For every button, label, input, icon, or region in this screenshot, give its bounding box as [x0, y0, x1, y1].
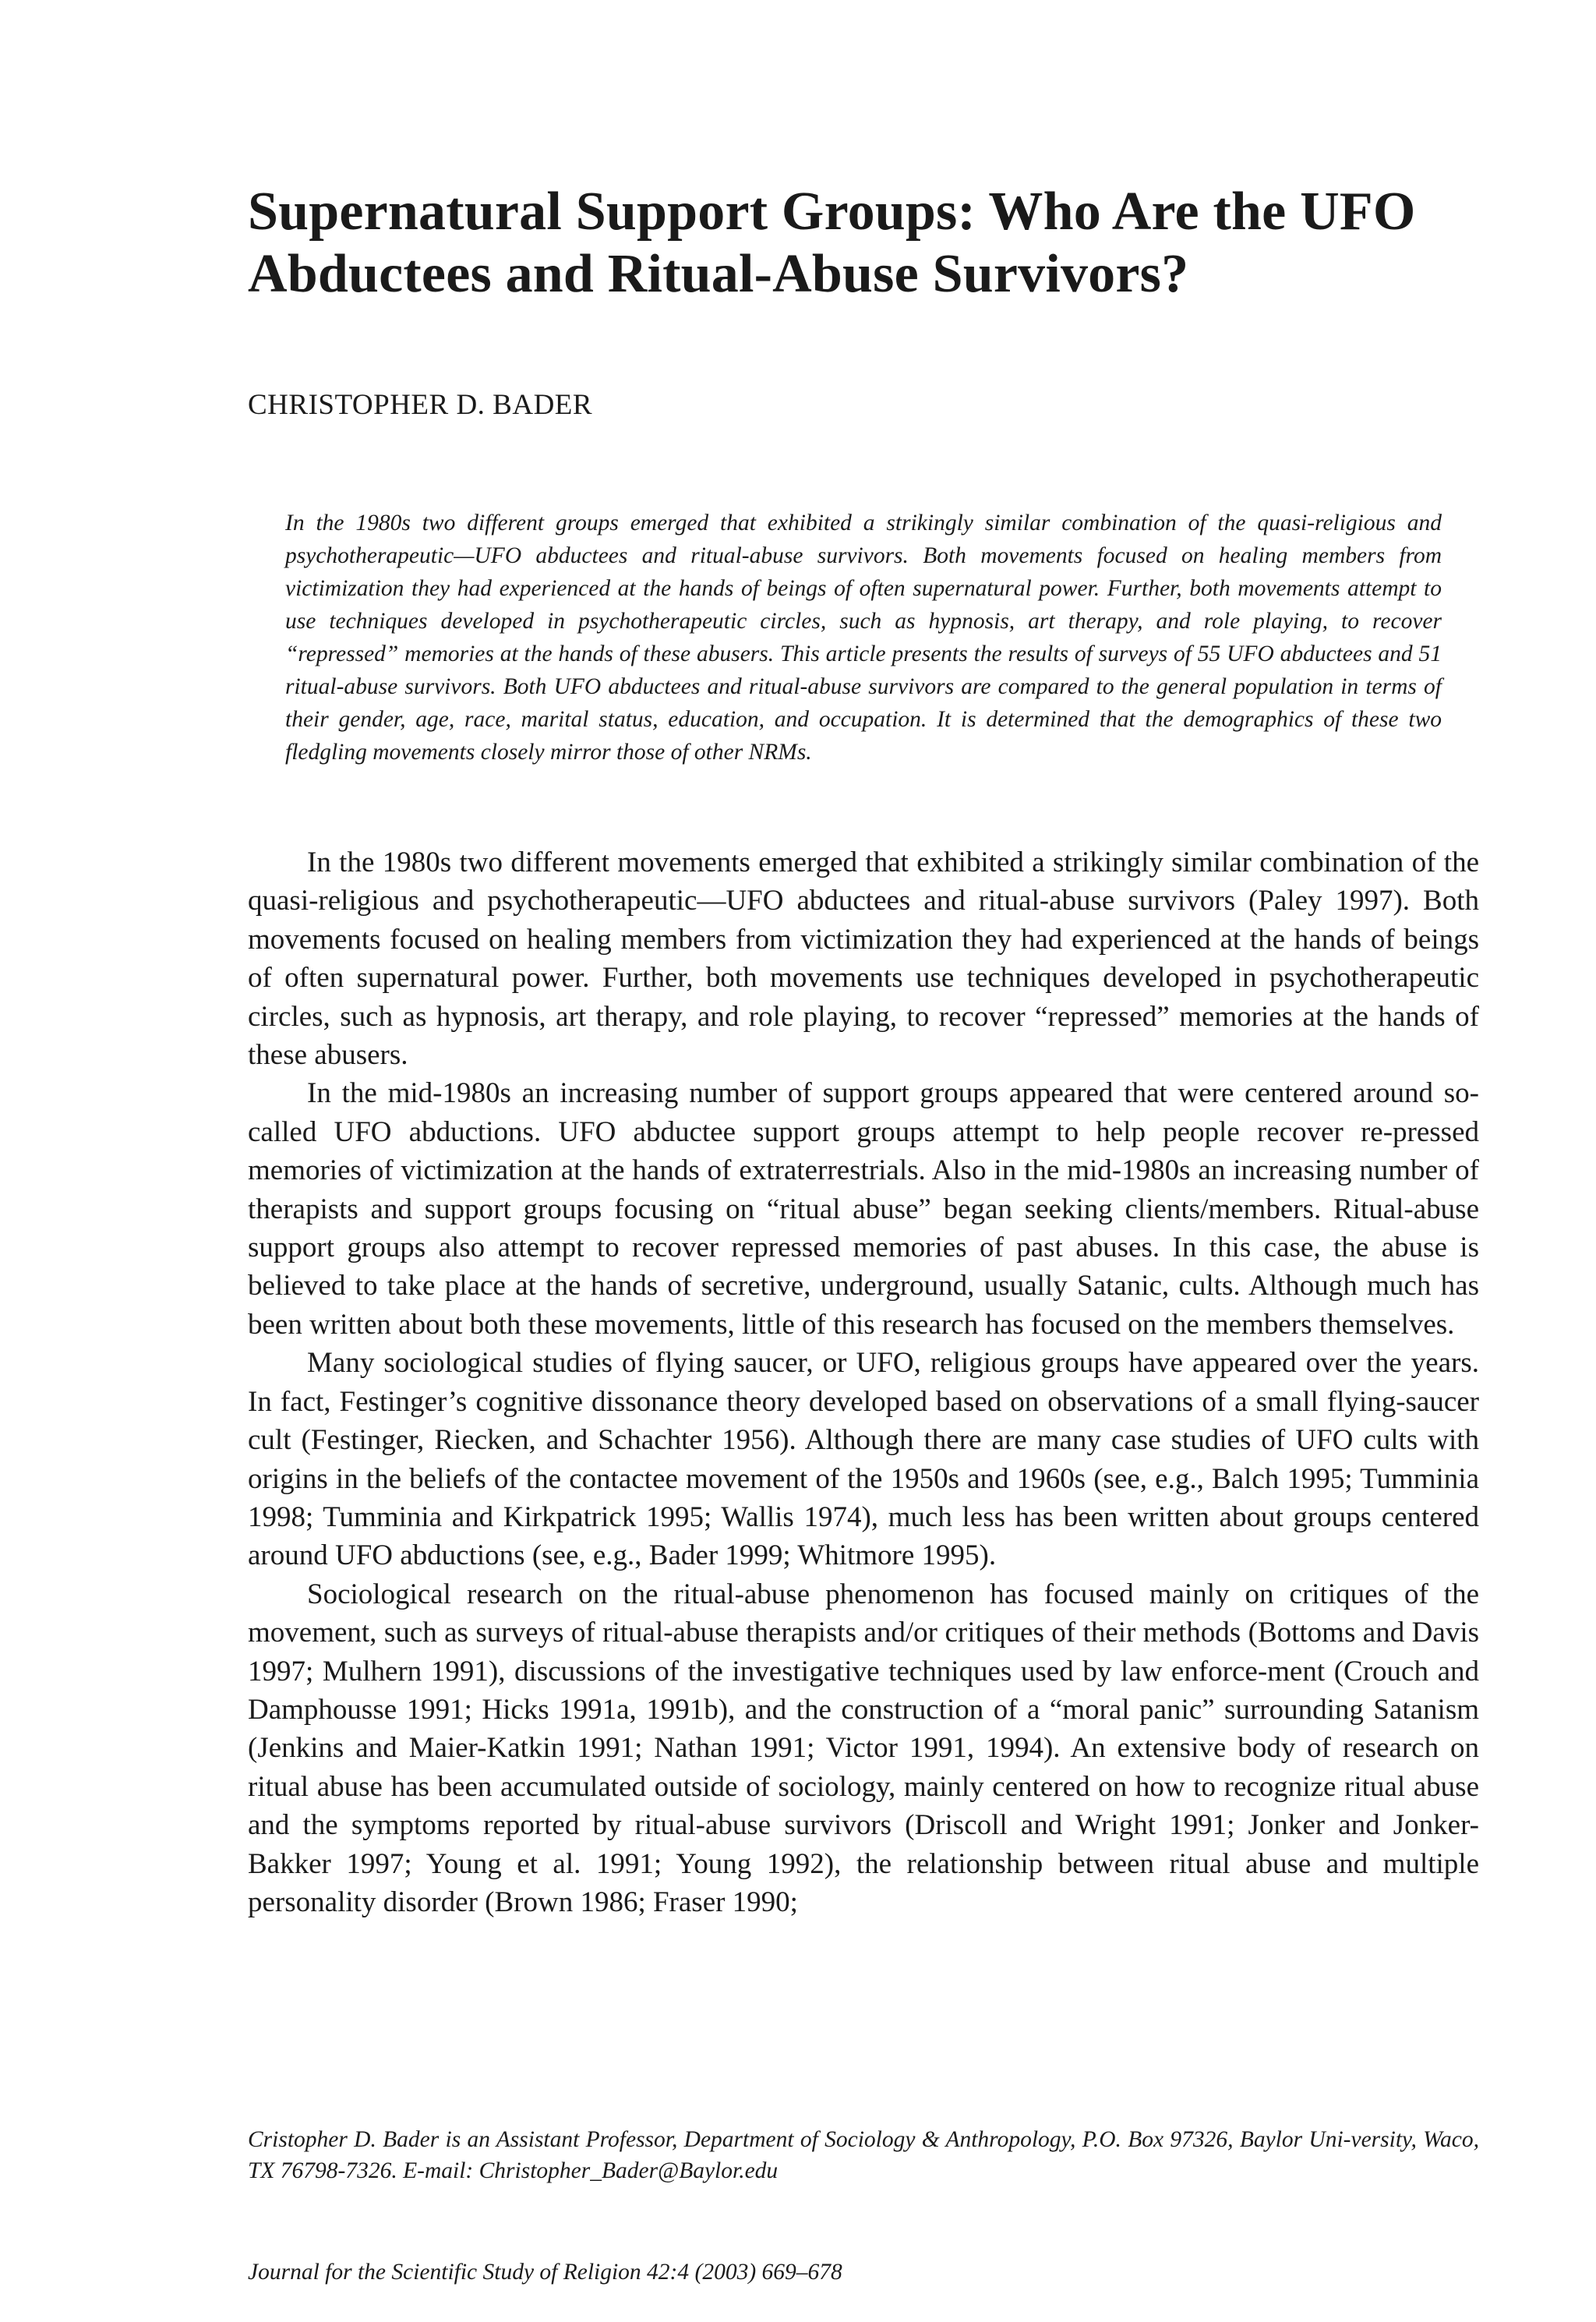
- body-paragraph: Many sociological studies of flying saucer, or UFO, religious groups have appeared over the years. In fact, Festinger’s cognitive dissonance theory developed based on observations of a small flying-saucer cult (Festinger, Riecken, and Schachter 1956). Although there are many case studies of UFO cults with origins in the beliefs of the contactee movement of the 1950s and 1960s (see, e.g., Balch 1995; Tumminia 1998; Tumminia and Kirkpatrick 1995; Wallis 1974), much less has been written about groups centered around UFO abductions (see, e.g., Bader 1999; Whitmore 1995).: [248, 1347, 1479, 1572]
- journal-citation: Journal for the Scientific Study of Religion 42:4 (2003) 669–678: [248, 2260, 842, 2285]
- author-affiliation-footnote: Cristopher D. Bader is an Assistant Professor, Department of Sociology & Anthropology, P.O. Box 97326, Baylor Uni-versity, Waco, TX 76798-7326. E-mail: Christopher_Bader@Baylor.edu: [248, 2127, 1479, 2183]
- author-name: CHRISTOPHER D. BADER: [248, 389, 593, 421]
- abstract: In the 1980s two different groups emerged that exhibited a strikingly similar combination of the quasi-religious and psychotherapeutic—UFO abductees and ritual-abuse survivors. Both movements focused on healing members from victimization they had experienced at the hands of beings of often supernatural power. Further, both movements attempt to use techniques developed in psychotherapeutic circles, such as hypnosis, art therapy, and role playing, to recover “repressed” memories at the hands of these abusers. This article presents the results of surveys of 55 UFO abductees and 51 ritual-abuse survivors. Both UFO abductees and ritual-abuse survivors are compared to the general population in terms of their gender, age, race, marital status, education, and occupation. It is determined that the demographics of these two fledgling movements closely mirror those of other NRMs.: [285, 511, 1442, 765]
- body-paragraph: In the mid-1980s an increasing number of support groups appeared that were centered around so-called UFO abductions. UFO abductee support groups attempt to help people recover re-pressed memories of victimization at the hands of extraterrestrials. Also in the mid-1980s an increasing number of therapists and support groups focusing on “ritual abuse” began seeking clients/members. Ritual-abuse support groups also attempt to recover repressed memories of past abuses. In this case, the abuse is believed to take place at the hands of secretive, underground, usually Satanic, cults. Although much has been written about both these movements, little of this research has focused on the members themselves.: [248, 1077, 1479, 1341]
- body-paragraph: Sociological research on the ritual-abuse phenomenon has focused mainly on critiques of the movement, such as surveys of ritual-abuse therapists and/or critiques of their methods (Bottoms and Davis 1997; Mulhern 1991), discussions of the investigative techniques used by law enforce-ment (Crouch and Damphousse 1991; Hicks 1991a, 1991b), and the construction of a “moral panic” surrounding Satanism (Jenkins and Maier-Katkin 1991; Nathan 1991; Victor 1991, 1994). An extensive body of research on ritual abuse has been accumulated outside of sociology, mainly centered on how to recognize ritual abuse and the symptoms reported by ritual-abuse survivors (Driscoll and Wright 1991; Jonker and Jonker-Bakker 1997; Young et al. 1991; Young 1992), the relationship between ritual abuse and multiple personality disorder (Brown 1986; Fraser 1990;: [248, 1578, 1479, 1918]
- article-body: [248, 843, 1479, 1921]
- article-title: Supernatural Support Groups: Who Are the UFO Abductees and Ritual-Abuse Survivors?: [248, 182, 1416, 304]
- body-paragraph: In the 1980s two different movements emerged that exhibited a strikingly similar combination of the quasi-religious and psychotherapeutic—UFO abductees and ritual-abuse survivors (Paley 1997). Both movements focused on healing members from victimization they had experienced at the hands of beings of often supernatural power. Further, both movements use techniques developed in psychotherapeutic circles, such as hypnosis, art therapy, and role playing, to recover “repressed” memories at the hands of these abusers.: [248, 846, 1479, 1072]
